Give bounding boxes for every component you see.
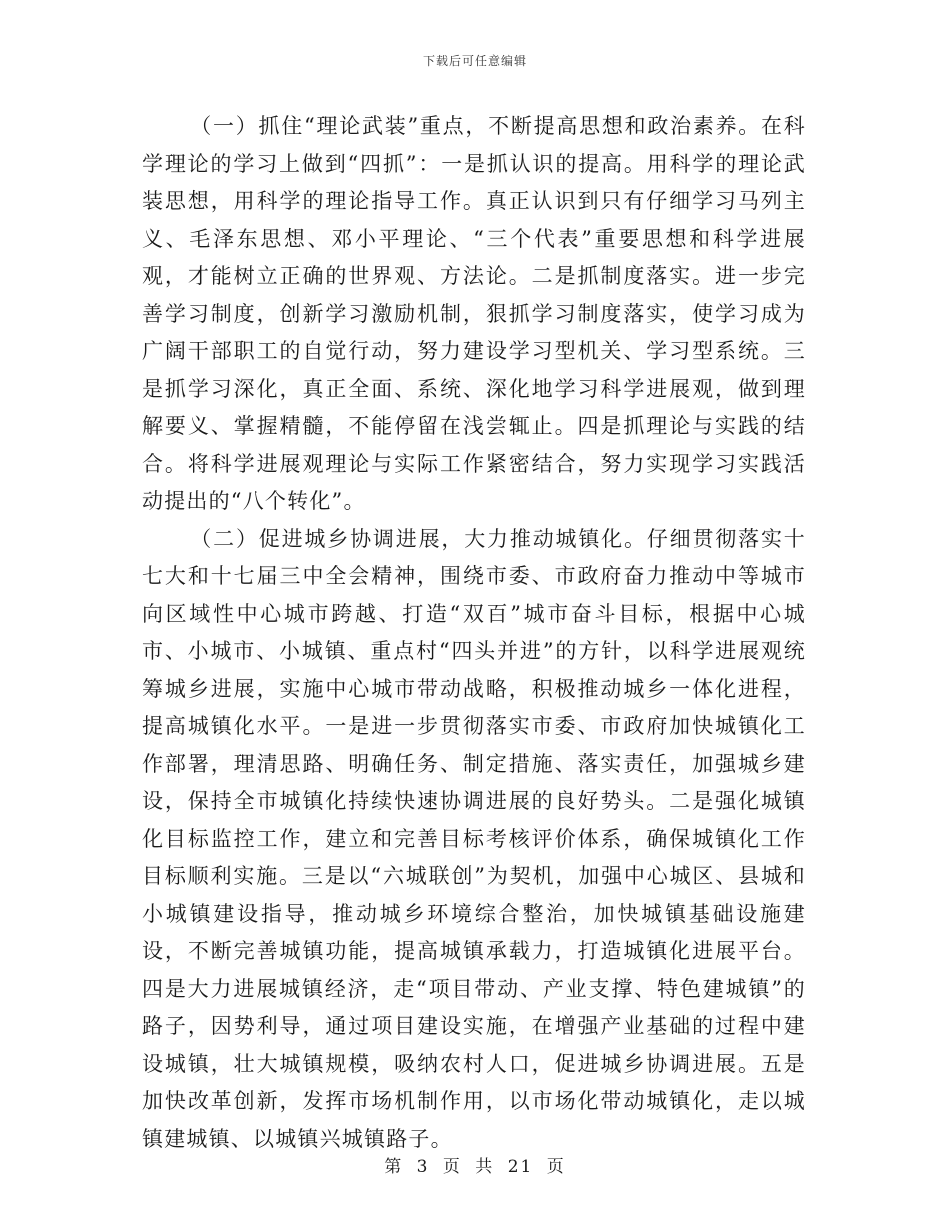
paragraph-2: （二）促进城乡协调进展，大力推动城镇化。仔细贯彻落实十七大和十七届三中全会精神，围绕市委、市政府奋力推动中等城市向区域性中心城市跨越、打造“双百”城市奋斗目标，根据中心城市、小城市、小城镇、重点村“四头并进”的方针，以科学进展观统筹城乡进展，实施中心城市带动战略，积极推动城乡一体化进程，提高城镇化水平。一是进一步贯彻落实市委、市政府加快城镇化工作部署，理清思路、明确任务、制定措施、落实责任，加强城乡建设，保持全市城镇化持续快速协调进展的良好势头。二是强化城镇化目标监控工作，建立和完善目标考核评价体系，确保城镇化工作目标顺利实施。三是以“六城联创”为契机，加强中心城区、县城和小城镇建设指导，推动城乡环境综合整治，加快城镇基础设施建设，不断完善城镇功能，提高城镇承载力，打造城镇化进展平台。四是大力进展城镇经济，走“项目带动、产业支撑、特色建城镇”的路子，因势利导，通过项目建设实施，在增强产业基础的过程中建设城镇，壮大城镇规模，吸纳农村人口，促进城乡协调进展。五是加快改革创新，发挥市场机制作用，以市场化带动城镇化，走以城镇建城镇、以城镇兴城镇路子。 bbox=[142, 526, 806, 1151]
document-body bbox=[142, 108, 806, 1158]
page-header: 下载后可任意编辑 bbox=[422, 54, 527, 68]
page-footer: 第 3 页 共 21 页 bbox=[384, 1157, 566, 1177]
paragraph-1: （一）抓住“理论武装”重点，不断提高思想和政治素养。在科学理论的学习上做到“四抓”：一是抓认识的提高。用科学的理论武装思想，用科学的理论指导工作。真正认识到只有仔细学习马列主义、毛泽东思想、邓小平理论、“三个代表”重要思想和科学进展观，才能树立正确的世界观、方法论。二是抓制度落实。进一步完善学习制度，创新学习激励机制，狠抓学习制度落实，使学习成为广阔干部职工的自觉行动，努力建设学习型机关、学习型系统。三是抓学习深化，真正全面、系统、深化地学习科学进展观，做到理解要义、掌握精髓，不能停留在浅尝辄止。四是抓理论与实践的结合。将科学进展观理论与实际工作紧密结合，努力实现学习实践活动提出的“八个转化”。 bbox=[142, 114, 806, 513]
